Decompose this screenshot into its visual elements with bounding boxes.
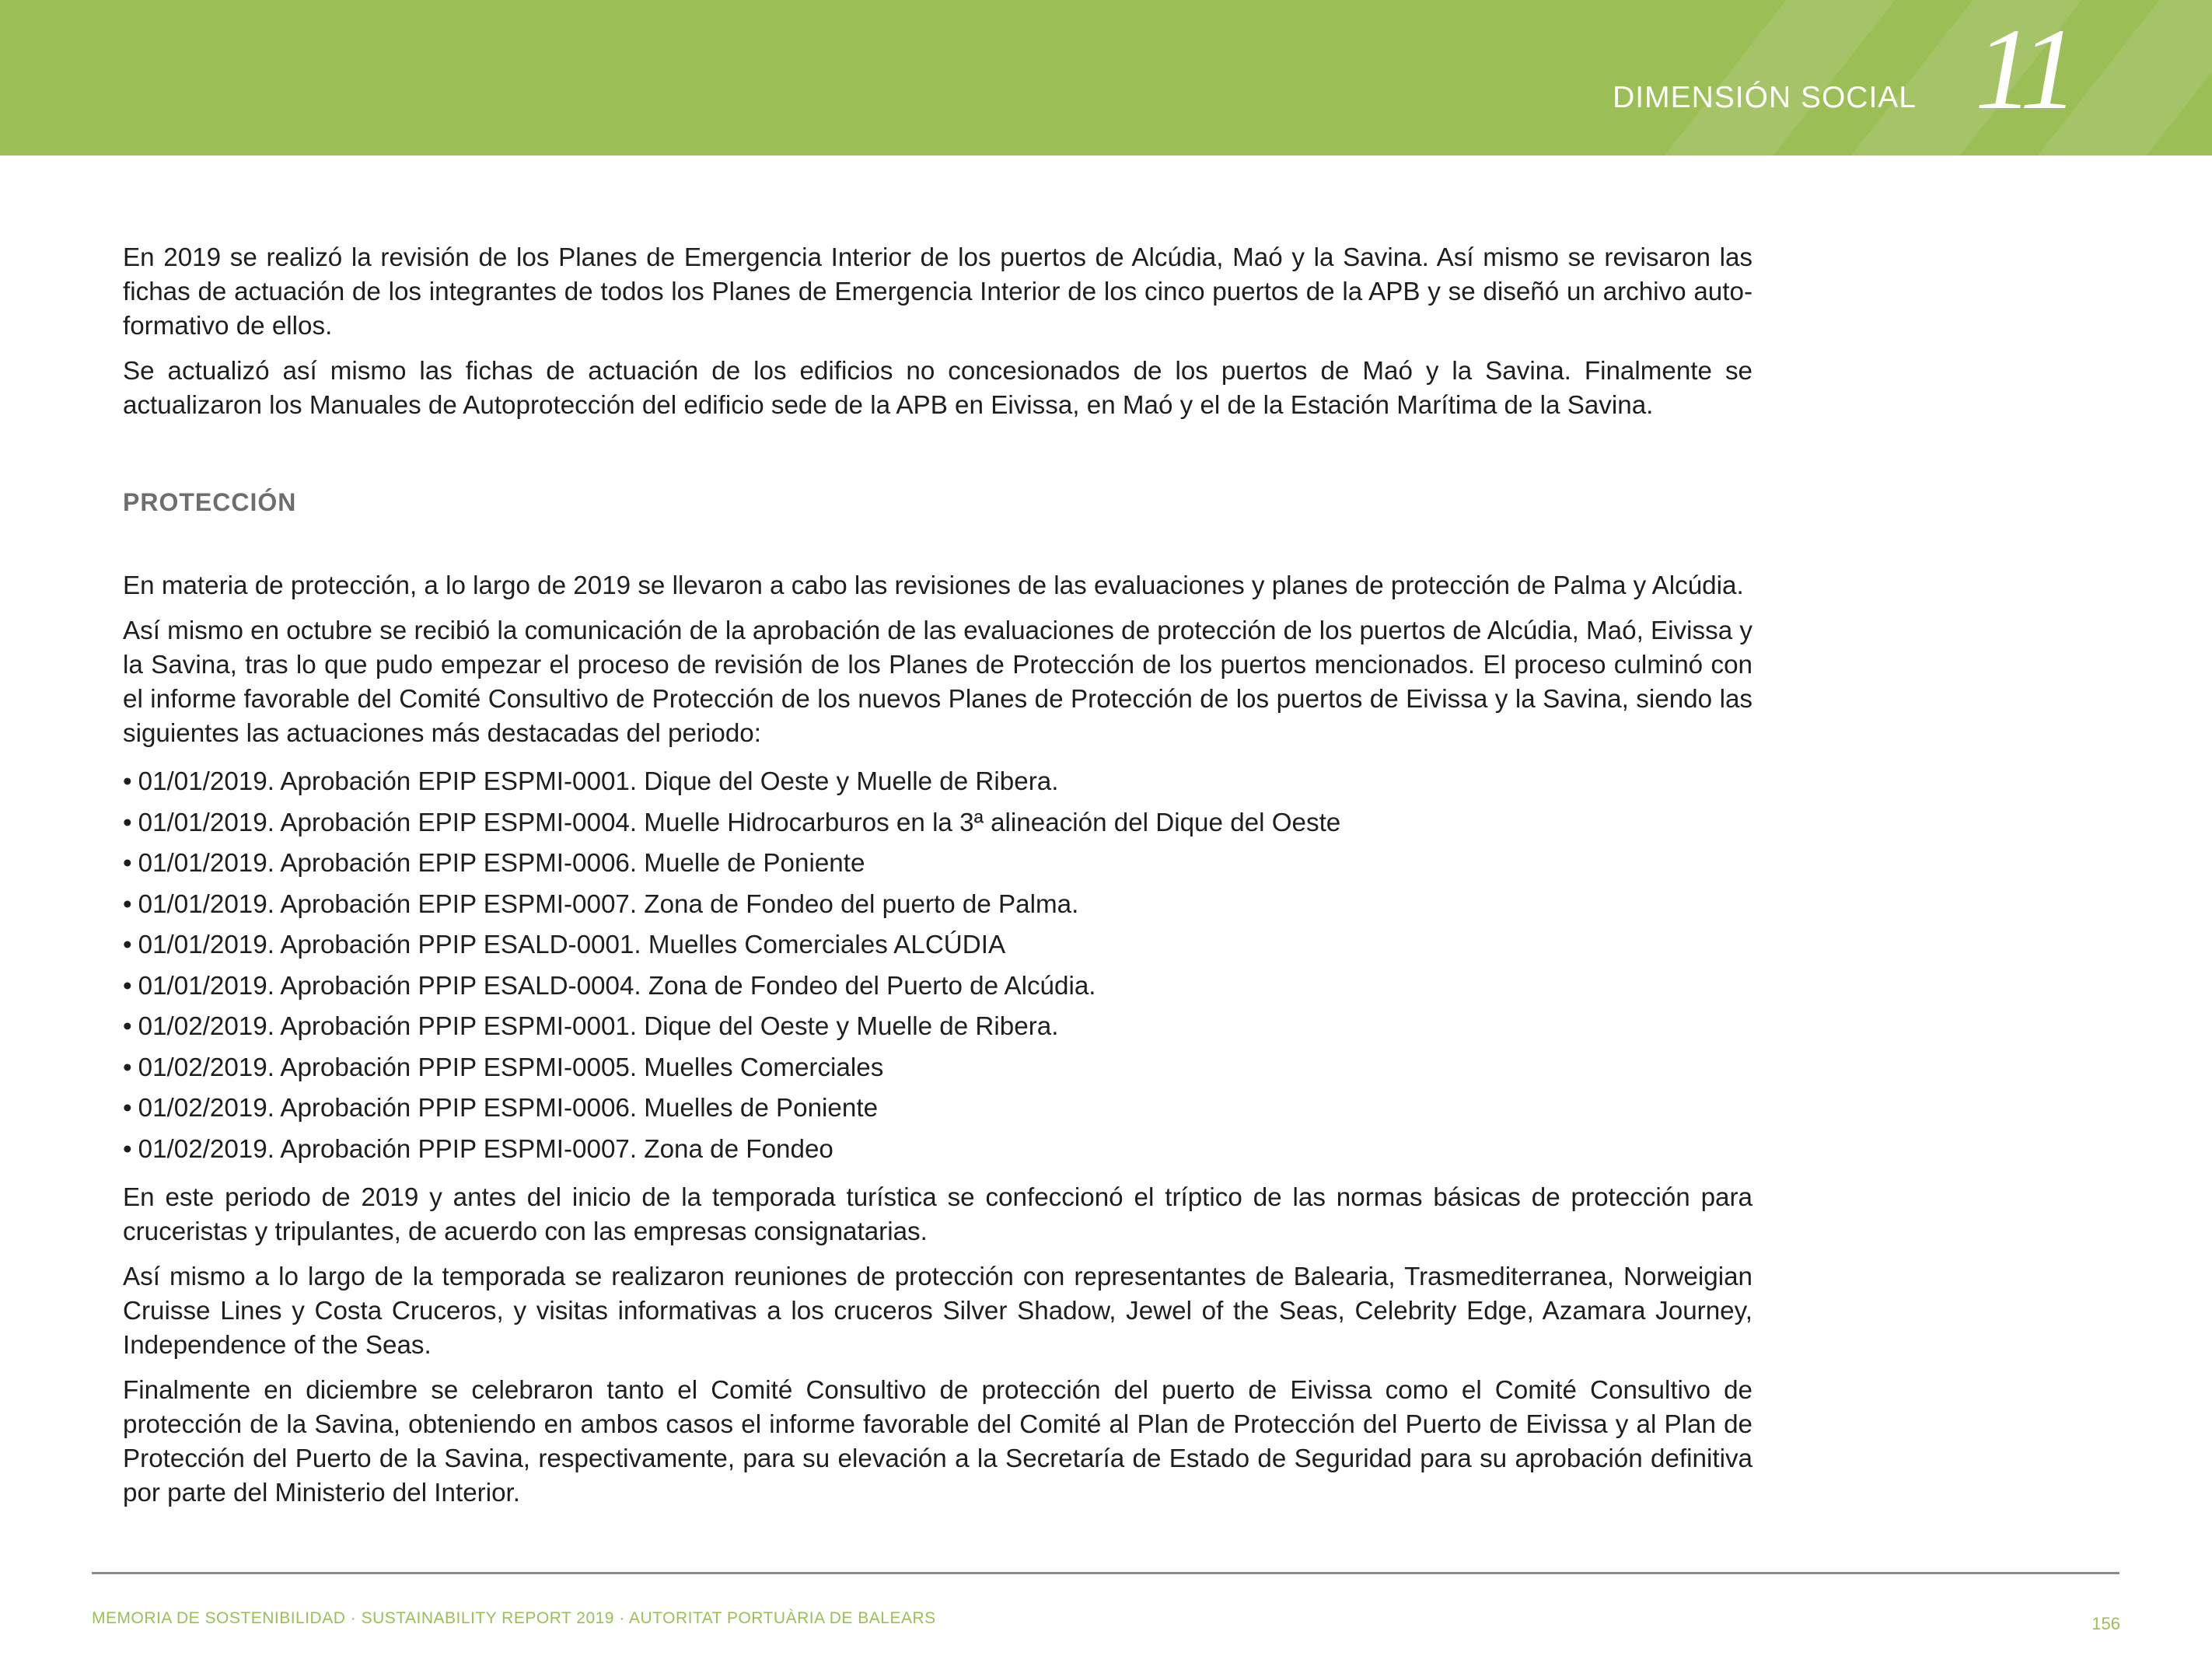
page-header-band: [0, 0, 2212, 155]
list-item: • 01/02/2019. Aprobación PPIP ESPMI-0005. Muelles Comerciales: [123, 1053, 884, 1082]
list-item: • 01/01/2019. Aprobación PPIP ESALD-0001. Muelles Comerciales ALCÚDIA: [123, 931, 1006, 959]
list-item: • 01/02/2019. Aprobación PPIP ESPMI-0007. Zona de Fondeo: [123, 1134, 833, 1164]
paragraph: Finalmente en diciembre se celebraron tanto el Comité Consultivo de protección del puerto de Eivissa como el Comité Consultivo de protección de la Savina, obteniendo en ambos casos el informe favorable del Comité al Plan de Protección del Puerto de Eivissa y al Plan de Protección del Puerto de la Savina, respectivamente, para su elevación a la Secretaría de Estado de Seguridad para su aprobación definitiva por parte del Ministerio del Interior.: [123, 1376, 1752, 1507]
main-content: [123, 241, 1752, 1521]
list-item: • 01/01/2019. Aprobación EPIP ESPMI-0004. Muelle Hidrocarburos en la 3ª alineación del Dique del Oeste: [123, 808, 1341, 837]
list-item: • 01/02/2019. Aprobación PPIP ESPMI-0001. Dique del Oeste y Muelle de Ribera.: [123, 1012, 1059, 1041]
paragraph: Así mismo a lo largo de la temporada se realizaron reuniones de protección con representantes de Balearia, Trasmediterranea, Norweigian Cruisse Lines y Costa Cruceros, y visitas informativas a los cruceros Silver Shadow, Jewel of the Seas, Celebrity Edge, Azamara Journey, Independence of the Seas.: [123, 1263, 1752, 1360]
paragraph: Así mismo en octubre se recibió la comunicación de la aprobación de las evaluaciones de protección de los puertos de Alcúdia, Maó, Eivissa y la Savina, tras lo que pudo empezar el proceso de revisión de los Planes de Protección de los puertos mencionados. El proceso culminó con el informe favorable del Comité Consultivo de Protección de los nuevos Planes de Protección de los puertos de Eivissa y la Savina, siendo las siguientes las actuaciones más destacadas del periodo:: [123, 616, 1752, 748]
page-number: 156: [2091, 1614, 2120, 1633]
paragraph: En materia de protección, a lo largo de 2019 se llevaron a cabo las revisiones de las evaluaciones y planes de protección de Palma y Alcúdia.: [123, 571, 1744, 600]
list-item: • 01/02/2019. Aprobación PPIP ESPMI-0006. Muelles de Poniente: [123, 1094, 879, 1123]
approvals-list: [123, 762, 1752, 1170]
paragraph: En 2019 se realizó la revisión de los Planes de Emergencia Interior de los puertos de Alcúdia, Maó y la Savina. Así mismo se revisaron las fichas de actuación de los integrantes de todos los Planes de Emergencia Interior de los cinco puertos de la APB y se diseñó un archivo auto-formativo de ellos.: [123, 243, 1752, 341]
footer-text: MEMORIA DE SOSTENIBILIDAD · SUSTAINABILITY REPORT 2019 · AUTORITAT PORTUÀRIA DE BALEARS: [92, 1609, 936, 1627]
list-item: • 01/01/2019. Aprobación EPIP ESPMI-0001. Dique del Oeste y Muelle de Ribera.: [123, 767, 1059, 796]
list-item: • 01/01/2019. Aprobación EPIP ESPMI-0006. Muelle de Poniente: [123, 849, 865, 878]
chapter-number: 11: [1975, 5, 2074, 134]
paragraph: En este periodo de 2019 y antes del inicio de la temporada turística se confeccionó el tríptico de las normas básicas de protección para cruceristas y tripulantes, de acuerdo con las empresas consignatarias.: [123, 1183, 1752, 1246]
list-item: • 01/01/2019. Aprobación PPIP ESALD-0004. Zona de Fondeo del Puerto de Alcúdia.: [123, 971, 1096, 1001]
section-heading: PROTECCIÓN: [123, 488, 297, 516]
footer-divider: [92, 1572, 2119, 1574]
section-title: DIMENSIÓN SOCIAL: [1613, 81, 1917, 114]
paragraph: Se actualizó así mismo las fichas de actuación de los edificios no concesionados de los puertos de Maó y la Savina. Finalmente se actualizaron los Manuales de Autoprotección del edificio sede de la APB en Eivissa, en Maó y el de la Estación Marítima de la Savina.: [123, 357, 1752, 420]
list-item: • 01/01/2019. Aprobación EPIP ESPMI-0007. Zona de Fondeo del puerto de Palma.: [123, 889, 1079, 919]
